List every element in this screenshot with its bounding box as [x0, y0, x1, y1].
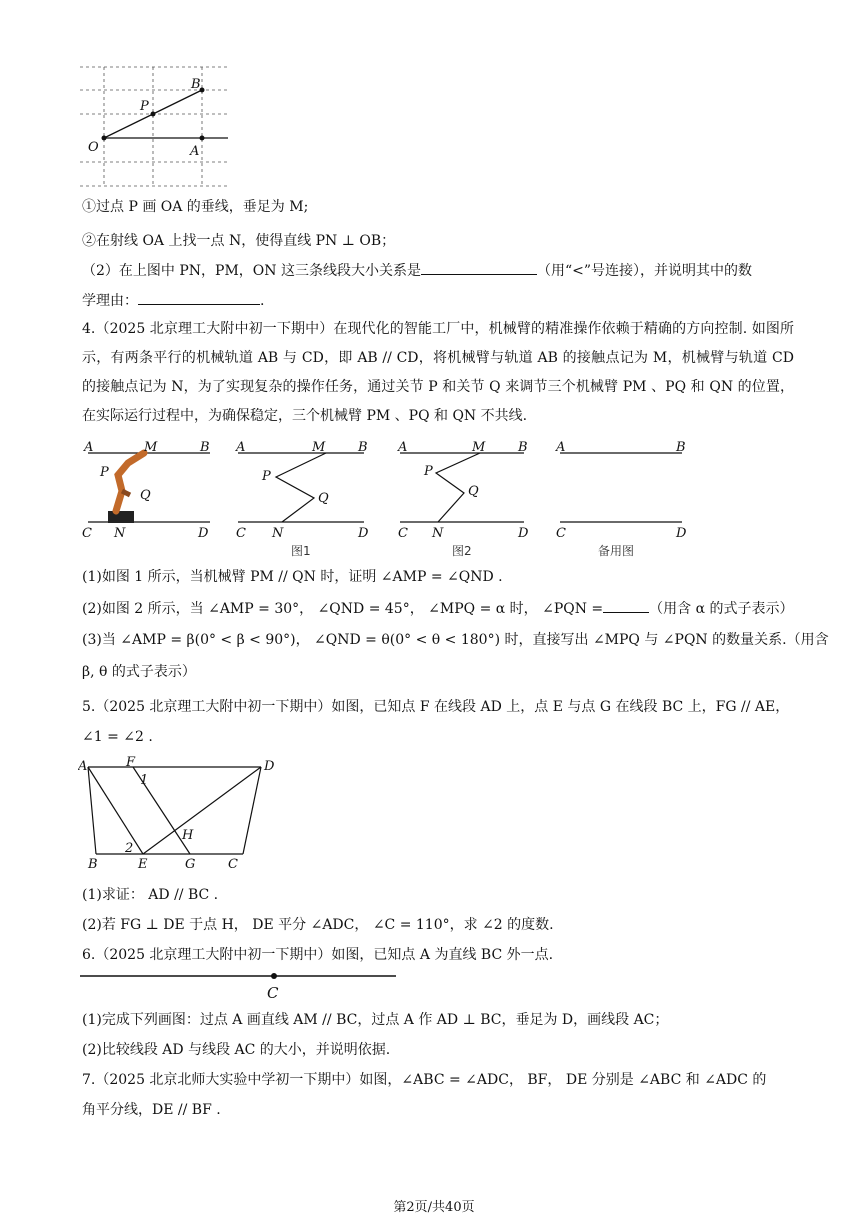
- svg-text:P: P: [100, 465, 109, 480]
- q4-sub3: (3)当 ∠AMP = β(0° < β < 90°)， ∠QND = θ(0° < θ < 180°) 时，直接写出 ∠MPQ 与 ∠PQN 的数量关系.（用含: [82, 632, 829, 648]
- q5-sub2: (2)若 FG ⊥ DE 于点 H， DE 平分 ∠ADC， ∠C = 110°，求 ∠2 的度数.: [82, 917, 554, 933]
- svg-text:2: 2: [125, 841, 134, 856]
- label-B: B: [191, 77, 201, 92]
- label-P: P: [140, 99, 149, 114]
- q3-part2: （2）在上图中 PN，PM，ON 这三条线段大小关系是 （用“<”号连接），并说明其中的数: [82, 260, 792, 281]
- reason-blank[interactable]: [138, 290, 260, 305]
- svg-text:1: 1: [140, 773, 149, 788]
- svg-text:Q: Q: [468, 484, 479, 499]
- page-footer: 第2页/共40页: [393, 1200, 475, 1215]
- svg-text:M: M: [312, 440, 326, 455]
- q5-stem2: ∠1 = ∠2 .: [82, 729, 153, 745]
- q7-stem1: 7.（2025 北京北师大实验中学初一下期中）如图，∠ABC = ∠ADC， BF， DE 分别是 ∠ABC 和 ∠ADC 的: [82, 1072, 767, 1088]
- caption-fig2: 图2: [452, 544, 472, 558]
- trapezoid-figure: [78, 754, 288, 874]
- svg-text:B: B: [518, 440, 528, 455]
- q3-step2: ②在射线 OA 上找一点 N，使得直线 PN ⊥ OB；: [82, 233, 396, 249]
- answer-blank[interactable]: [421, 260, 537, 275]
- robot-photo-figure: [82, 440, 210, 541]
- svg-text:G: G: [185, 857, 196, 872]
- svg-text:A: A: [236, 440, 246, 455]
- figure-2: [397, 440, 529, 558]
- svg-text:C: C: [398, 526, 408, 541]
- q4-stem: 4.（2025 北京理工大附中初一下期中）在现代化的智能工厂中，机械臂的精准操作依赖于精确的方向控制. 如图所示，有两条平行的机械轨道 AB 与 CD，即 AB // CD，将机械臂与轨道 AB 的接触点记为 M，机械臂与轨道 CD 的接触点记为 N，为了实现复杂的操作任务，通过关节 P 和关节 Q 来调节三个机械臂 PM 、PQ 和 QN 的位置，在实际运行过程中，为确保稳定，三个机械臂 PM 、PQ 和 QN 不共线.: [82, 321, 794, 424]
- line-bc-figure: [78, 968, 408, 1004]
- svg-text:N: N: [114, 526, 126, 541]
- svg-text:D: D: [518, 526, 529, 541]
- svg-text:C: C: [236, 526, 246, 541]
- svg-text:A: A: [398, 440, 408, 455]
- svg-text:B: B: [676, 440, 686, 455]
- q4-sub2: (2)如图 2 所示，当 ∠AMP = 30°， ∠QND = 45°， ∠MPQ = α 时， ∠PQN = （用含 α 的式子表示）: [82, 598, 792, 619]
- figure-1: [235, 440, 369, 558]
- svg-text:B: B: [88, 857, 98, 872]
- svg-text:D: D: [676, 526, 687, 541]
- svg-text:C: C: [82, 526, 92, 541]
- backup-figure: [555, 440, 687, 558]
- svg-text:D: D: [358, 526, 369, 541]
- q6-sub1: (1)完成下列画图：过点 A 画直线 AM // BC，过点 A 作 AD ⊥ BC，垂足为 D，画线段 AC；: [82, 1012, 669, 1028]
- svg-text:F: F: [126, 755, 136, 770]
- caption-fig1: 图1: [291, 544, 311, 558]
- svg-text:M: M: [144, 440, 158, 455]
- svg-text:C: C: [228, 857, 238, 872]
- svg-text:P: P: [262, 469, 271, 484]
- svg-text:A: A: [78, 759, 88, 774]
- q6-stem: 6.（2025 北京理工大附中初一下期中）如图，已知点 A 为直线 BC 外一点.: [82, 947, 554, 963]
- svg-text:Q: Q: [318, 491, 329, 506]
- label-A: A: [190, 144, 200, 159]
- svg-text:C: C: [267, 984, 279, 1002]
- q7-stem2: 角平分线，DE // BF .: [82, 1102, 221, 1118]
- svg-text:A: A: [84, 440, 94, 455]
- q6-sub2: (2)比较线段 AD 与线段 AC 的大小，并说明依据.: [82, 1042, 391, 1058]
- svg-text:N: N: [272, 526, 284, 541]
- svg-text:B: B: [200, 440, 210, 455]
- caption-backup: 备用图: [598, 544, 635, 558]
- svg-text:P: P: [424, 464, 433, 479]
- q3-part2-reason: 学理由： .: [82, 290, 792, 311]
- q5-sub1: (1)求证： AD // BC .: [82, 887, 219, 903]
- q4-sub1: (1)如图 1 所示，当机械臂 PM // QN 时，证明 ∠AMP = ∠QND .: [82, 569, 503, 585]
- svg-text:C: C: [556, 526, 566, 541]
- robot-arm-figures: [78, 435, 698, 560]
- svg-text:H: H: [182, 828, 194, 843]
- svg-text:Q: Q: [140, 488, 151, 503]
- svg-text:A: A: [556, 440, 566, 455]
- svg-text:B: B: [358, 440, 368, 455]
- q3-step1: ①过点 P 画 OA 的垂线，垂足为 M;: [82, 199, 309, 215]
- svg-text:E: E: [138, 857, 148, 872]
- svg-text:D: D: [264, 759, 275, 774]
- grid-figure: [80, 62, 230, 192]
- svg-text:N: N: [432, 526, 444, 541]
- q5-stem1: 5.（2025 北京理工大附中初一下期中）如图，已知点 F 在线段 AD 上，点 E 与点 G 在线段 BC 上，FG // AE，: [82, 699, 790, 715]
- q4-sub3b: β, θ 的式子表示）: [82, 664, 196, 680]
- svg-text:M: M: [472, 440, 486, 455]
- label-O: O: [88, 140, 99, 155]
- svg-text:D: D: [198, 526, 209, 541]
- angle-blank[interactable]: [603, 598, 649, 613]
